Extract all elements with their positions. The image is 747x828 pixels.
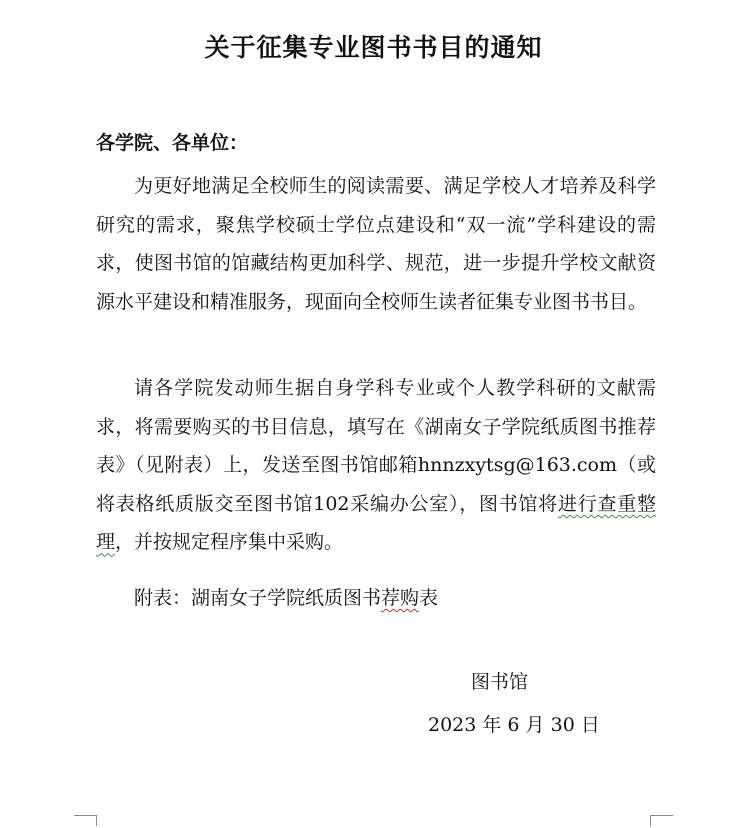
paragraph-2-text-start: 请各学院发动师生据自身学科专业或个人教学科研的文献需求，将需要购买的书目信息，填写在《湖南女子学院纸质图书推荐表》（见附表）上，发送至图书馆邮箱hnnzxytsg@163.com（或将表格纸质版交至图书馆102采编办公室），图书馆将 [96, 377, 656, 515]
document-title: 关于征集专业图书书目的通知 [204, 33, 543, 62]
salutation: 各学院、各单位： [96, 132, 249, 154]
attachment-text-end: 表 [419, 587, 439, 609]
attachment-text-start: 附表：湖南女子学院纸质图书 [134, 587, 382, 609]
attachment-line [134, 583, 438, 613]
spelling-check-underline[interactable]: 荐购 [381, 587, 420, 609]
signature-date: 2023 年 6 月 30 日 [428, 714, 600, 736]
body-paragraph-2 [96, 369, 656, 562]
paragraph-2-text-end: ，并按规定程序集中采购。 [115, 531, 344, 554]
page-corner-mark-left [74, 815, 97, 826]
body-paragraph-1: 为更好地满足全校师生的阅读需要、满足学校人才培养及科学研究的需求，聚焦学校硕士学位点建设和“双一流”学科建设的需求，使图书馆的馆藏结构更加科学、规范，进一步提升学校文献资源水平建设和精准服务，现面向全校师生读者征集专业图书书目。 [96, 175, 656, 313]
signature-organization: 图书馆 [471, 671, 529, 693]
page-corner-mark-right [650, 815, 673, 826]
grammar-check-underline[interactable]: 进行查重整理 [96, 492, 656, 554]
